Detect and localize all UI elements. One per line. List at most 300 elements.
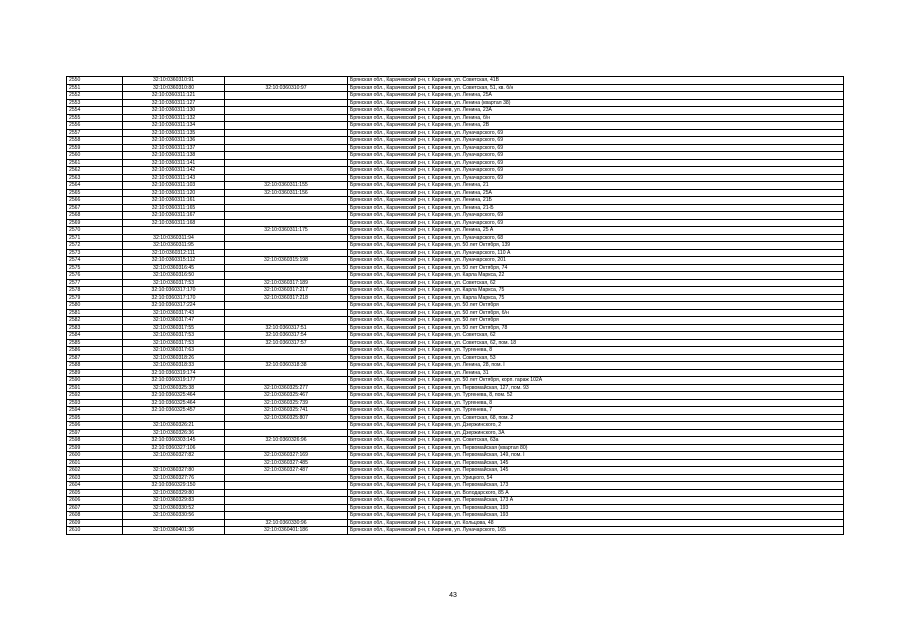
address-cell: Брянская обл., Карачевский р-н, г. Карачев, ул. Дзержинского, 3А — [348, 429, 844, 437]
table-row — [67, 197, 844, 205]
address-cell: Брянская обл., Карачевский р-н, г. Карачев, ул. 50 лет Октября — [348, 302, 844, 310]
row-number-cell: 2595 — [67, 414, 123, 422]
address-cell: Брянская обл., Карачевский р-н, г. Карачев, ул. Ленина, 21 — [348, 182, 844, 190]
row-number-cell: 2609 — [67, 519, 123, 527]
table-row — [67, 317, 844, 325]
row-number-cell: 2603 — [67, 474, 123, 482]
cadastral-number-cell: 32:10:0360327:106 — [123, 444, 225, 452]
row-number-cell: 2610 — [67, 527, 123, 535]
cadastral-number-cell: 32:10:0360311:161 — [123, 197, 225, 205]
table-row — [67, 452, 844, 460]
address-cell: Брянская обл., Карачевский р-н, г. Карачев, ул. Луначарского, 201 — [348, 257, 844, 265]
cadastral-number-cell: 32:10:0360325:464 — [123, 392, 225, 400]
row-number-cell: 2582 — [67, 317, 123, 325]
cadastral-number-cell: 32:10:0360311:134 — [123, 122, 225, 130]
row-number-cell: 2573 — [67, 249, 123, 257]
cadastral-number-cell: 32:10:0360311:94 — [123, 234, 225, 242]
related-cadastral-number-cell: 32:10:0360317:57 — [225, 339, 348, 347]
address-cell: Брянская обл., Карачевский р-н, г. Карачев, ул. Володарского, 85 А — [348, 489, 844, 497]
cadastral-number-cell: 32:10:0360311:137 — [123, 144, 225, 152]
row-number-cell: 2559 — [67, 144, 123, 152]
address-cell: Брянская обл., Карачевский р-н, г. Карачев, ул. 50 лет Октября, б/н — [348, 309, 844, 317]
cadastral-number-cell: 32:10:0360315:112 — [123, 257, 225, 265]
row-number-cell: 2594 — [67, 407, 123, 415]
table-row — [67, 92, 844, 100]
related-cadastral-number-cell: 32:10:0360311:175 — [225, 227, 348, 235]
row-number-cell: 2590 — [67, 377, 123, 385]
cadastral-number-cell: 32:10:0360317:170 — [123, 287, 225, 295]
address-cell: Брянская обл., Карачевский р-н, г. Карачев, ул. Луначарского, 69 — [348, 152, 844, 160]
table-row — [67, 99, 844, 107]
table-row — [67, 324, 844, 332]
address-cell: Брянская обл., Карачевский р-н, г. Карачев, ул. Луначарского, 69 — [348, 212, 844, 220]
address-cell: Брянская обл., Карачевский р-н, г. Карачев, ул. Луначарского, 69 — [348, 137, 844, 145]
cadastral-number-cell: 32:10:0360311:130 — [123, 107, 225, 115]
row-number-cell: 2607 — [67, 504, 123, 512]
cadastral-number-cell: 32:10:0360317:55 — [123, 324, 225, 332]
table-row — [67, 122, 844, 130]
related-cadastral-number-cell — [225, 489, 348, 497]
address-cell: Брянская обл., Карачевский р-н, г. Карачев, ул. Ленина, 21-Б — [348, 204, 844, 212]
cadastral-number-cell: 32:10:0360311:165 — [123, 204, 225, 212]
row-number-cell: 2576 — [67, 272, 123, 280]
related-cadastral-number-cell — [225, 144, 348, 152]
cadastral-number-cell: 32:10:0360327:80 — [123, 467, 225, 475]
address-cell: Брянская обл., Карачевский р-н, г. Карачев, ул. Ленина, 28, пом. I — [348, 362, 844, 370]
address-cell: Брянская обл., Карачевский р-н, г. Карачев, ул. Первомайская, 173 А — [348, 497, 844, 505]
cadastral-number-cell: 32:10:0360317:53 — [123, 339, 225, 347]
related-cadastral-number-cell: 32:10:0360317:51 — [225, 324, 348, 332]
table-row — [67, 497, 844, 505]
row-number-cell: 2557 — [67, 129, 123, 137]
row-number-cell: 2561 — [67, 159, 123, 167]
table-row — [67, 377, 844, 385]
address-cell: Брянская обл., Карачевский р-н, г. Карачев, ул. 50 лет Октября, 74 — [348, 264, 844, 272]
table-row — [67, 474, 844, 482]
row-number-cell: 2583 — [67, 324, 123, 332]
related-cadastral-number-cell: 32:10:0360317:189 — [225, 279, 348, 287]
cadastral-number-cell: 32:10:0360317:63 — [123, 347, 225, 355]
address-cell: Брянская обл., Карачевский р-н, г. Карачев, ул. Луначарского, 68 — [348, 234, 844, 242]
related-cadastral-number-cell: 32:10:0360327:485 — [225, 459, 348, 467]
cadastral-number-cell: 32:10:0360311:127 — [123, 99, 225, 107]
row-number-cell: 2555 — [67, 114, 123, 122]
related-cadastral-number-cell: 32:10:0360318:38 — [225, 362, 348, 370]
cadastral-number-cell: 32:10:0360311:141 — [123, 159, 225, 167]
row-number-cell: 2601 — [67, 459, 123, 467]
related-cadastral-number-cell: 32:10:0360325:741 — [225, 407, 348, 415]
cadastral-number-cell: 32:10:0360317:47 — [123, 317, 225, 325]
cadastral-number-cell: 32:10:0360319:174 — [123, 369, 225, 377]
related-cadastral-number-cell: 32:10:0360311:155 — [225, 182, 348, 190]
address-cell: Брянская обл., Карачевский р-н, г. Карачев, ул. Первомайская, 145 — [348, 467, 844, 475]
related-cadastral-number-cell: 32:10:0360317:54 — [225, 332, 348, 340]
related-cadastral-number-cell — [225, 204, 348, 212]
row-number-cell: 2587 — [67, 354, 123, 362]
row-number-cell: 2606 — [67, 497, 123, 505]
related-cadastral-number-cell — [225, 302, 348, 310]
cadastral-number-cell: 32:10:0360326:36 — [123, 429, 225, 437]
table-row — [67, 362, 844, 370]
related-cadastral-number-cell: 32:10:0360325:467 — [225, 392, 348, 400]
table-row — [67, 249, 844, 257]
row-number-cell: 2564 — [67, 182, 123, 190]
row-number-cell: 2592 — [67, 392, 123, 400]
address-cell: Брянская обл., Карачевский р-н, г. Карачев, ул. Ленина, 21Б — [348, 197, 844, 205]
row-number-cell: 2550 — [67, 77, 123, 85]
address-cell: Брянская обл., Карачевский р-н, г. Карачев, ул. Советская, 41В — [348, 77, 844, 85]
cadastral-number-cell — [123, 459, 225, 467]
related-cadastral-number-cell — [225, 219, 348, 227]
address-cell: Брянская обл., Карачевский р-н, г. Карачев, ул. Луначарского, 69 — [348, 167, 844, 175]
table-row — [67, 527, 844, 535]
table-row — [67, 459, 844, 467]
related-cadastral-number-cell — [225, 159, 348, 167]
cadastral-number-cell: 32:10:0360317:170 — [123, 294, 225, 302]
table-row — [67, 332, 844, 340]
related-cadastral-number-cell — [225, 152, 348, 160]
table-row — [67, 414, 844, 422]
related-cadastral-number-cell: 32:10:0360325:277 — [225, 384, 348, 392]
row-number-cell: 2578 — [67, 287, 123, 295]
address-cell: Брянская обл., Карачевский р-н, г. Карачев, ул. Луначарского, 69 — [348, 129, 844, 137]
cadastral-number-cell: 32:10:0360318:33 — [123, 362, 225, 370]
address-cell: Брянская обл., Карачевский р-н, г. Карачев, ул. 50 лет Октября, 139 — [348, 242, 844, 250]
related-cadastral-number-cell — [225, 174, 348, 182]
address-cell: Брянская обл., Карачевский р-н, г. Карачев, ул. Ленина, 25А — [348, 189, 844, 197]
page-number: 43 — [449, 592, 457, 599]
address-cell: Брянская обл., Карачевский р-н, г. Карачев, ул. Ленина, 23А — [348, 107, 844, 115]
register-table-wrapper — [66, 76, 844, 535]
related-cadastral-number-cell: 32:10:0360317:217 — [225, 287, 348, 295]
address-cell: Брянская обл., Карачевский р-н, г. Карачев, ул. 50 лет Октября — [348, 317, 844, 325]
related-cadastral-number-cell: 32:10:0360326:96 — [225, 437, 348, 445]
related-cadastral-number-cell: 32:10:0360401:186 — [225, 527, 348, 535]
address-cell: Брянская обл., Карачевский р-н, г. Карачев, ул. 50 лет Октября, 78 — [348, 324, 844, 332]
related-cadastral-number-cell — [225, 474, 348, 482]
cadastral-number-cell: 32:10:0360326:21 — [123, 422, 225, 430]
table-row — [67, 309, 844, 317]
table-row — [67, 242, 844, 250]
related-cadastral-number-cell — [225, 197, 348, 205]
row-number-cell: 2585 — [67, 339, 123, 347]
cadastral-number-cell — [123, 414, 225, 422]
row-number-cell: 2598 — [67, 437, 123, 445]
property-register-table — [66, 76, 844, 535]
row-number-cell: 2577 — [67, 279, 123, 287]
row-number-cell: 2579 — [67, 294, 123, 302]
table-row — [67, 504, 844, 512]
cadastral-number-cell: 32:10:0360311:132 — [123, 114, 225, 122]
cadastral-number-cell — [123, 227, 225, 235]
cadastral-number-cell: 32:10:0360327:76 — [123, 474, 225, 482]
table-row — [67, 519, 844, 527]
cadastral-number-cell: 32:10:0360325:457 — [123, 407, 225, 415]
row-number-cell: 2588 — [67, 362, 123, 370]
table-row — [67, 257, 844, 265]
related-cadastral-number-cell: 32:10:0360325:739 — [225, 399, 348, 407]
related-cadastral-number-cell — [225, 137, 348, 145]
row-number-cell: 2604 — [67, 482, 123, 490]
address-cell: Брянская обл., Карачевский р-н, г. Карачев, ул. Кольцова, 48 — [348, 519, 844, 527]
row-number-cell: 2568 — [67, 212, 123, 220]
cadastral-number-cell: 32:10:0360311:138 — [123, 152, 225, 160]
cadastral-number-cell: 32:10:0360319:177 — [123, 377, 225, 385]
related-cadastral-number-cell: 32:10:0360310:97 — [225, 84, 348, 92]
cadastral-number-cell: 32:10:0360311:168 — [123, 219, 225, 227]
related-cadastral-number-cell — [225, 107, 348, 115]
address-cell: Брянская обл., Карачевский р-н, г. Карачев, ул. Первомайская, 145 — [348, 459, 844, 467]
cadastral-number-cell: 32:10:0360303:145 — [123, 437, 225, 445]
cadastral-number-cell: 32:10:0360330:56 — [123, 512, 225, 520]
table-row — [67, 152, 844, 160]
address-cell: Брянская обл., Карачевский р-н, г. Карачев, ул. Луначарского, 69 — [348, 159, 844, 167]
related-cadastral-number-cell — [225, 497, 348, 505]
row-number-cell: 2571 — [67, 234, 123, 242]
cadastral-number-cell: 32:10:0360311:95 — [123, 242, 225, 250]
related-cadastral-number-cell: 32:10:0360317:218 — [225, 294, 348, 302]
related-cadastral-number-cell — [225, 122, 348, 130]
related-cadastral-number-cell — [225, 264, 348, 272]
row-number-cell: 2552 — [67, 92, 123, 100]
row-number-cell: 2572 — [67, 242, 123, 250]
related-cadastral-number-cell — [225, 444, 348, 452]
row-number-cell: 2558 — [67, 137, 123, 145]
related-cadastral-number-cell: 32:10:0360327:169 — [225, 452, 348, 460]
cadastral-number-cell: 32:10:0360325:38 — [123, 384, 225, 392]
row-number-cell: 2551 — [67, 84, 123, 92]
related-cadastral-number-cell — [225, 212, 348, 220]
address-cell: Брянская обл., Карачевский р-н, г. Карачев, ул. Советская, 62, пом. 18 — [348, 339, 844, 347]
cadastral-number-cell: 32:10:0360329:80 — [123, 489, 225, 497]
address-cell: Брянская обл., Карачевский р-н, г. Карачев, ул. Советская, 68, пом. 2 — [348, 414, 844, 422]
row-number-cell: 2602 — [67, 467, 123, 475]
cadastral-number-cell: 32:10:0360311:121 — [123, 92, 225, 100]
table-row — [67, 129, 844, 137]
address-cell: Брянская обл., Карачевский р-н, г. Карачев, ул. Луначарского, 165 — [348, 527, 844, 535]
related-cadastral-number-cell — [225, 369, 348, 377]
row-number-cell: 2608 — [67, 512, 123, 520]
related-cadastral-number-cell — [225, 422, 348, 430]
table-row — [67, 167, 844, 175]
address-cell: Брянская обл., Карачевский р-н, г. Карачев, ул. Ленина, 25А — [348, 92, 844, 100]
related-cadastral-number-cell — [225, 99, 348, 107]
table-row — [67, 272, 844, 280]
cadastral-number-cell: 32:10:0360330:52 — [123, 504, 225, 512]
related-cadastral-number-cell — [225, 92, 348, 100]
related-cadastral-number-cell — [225, 504, 348, 512]
related-cadastral-number-cell — [225, 167, 348, 175]
related-cadastral-number-cell: 32:10:0360330:96 — [225, 519, 348, 527]
table-row — [67, 107, 844, 115]
cadastral-number-cell: 32:10:0360311:167 — [123, 212, 225, 220]
related-cadastral-number-cell — [225, 354, 348, 362]
row-number-cell: 2597 — [67, 429, 123, 437]
address-cell: Брянская обл., Карачевский р-н, г. Карачев, ул. Тургенева, 8 — [348, 347, 844, 355]
row-number-cell: 2593 — [67, 399, 123, 407]
table-row — [67, 407, 844, 415]
row-number-cell: 2556 — [67, 122, 123, 130]
table-row — [67, 212, 844, 220]
row-number-cell: 2591 — [67, 384, 123, 392]
cadastral-number-cell: 32:10:0360310:91 — [123, 77, 225, 85]
address-cell: Брянская обл., Карачевский р-н, г. Карачев, ул. Ленина (квартал 38) — [348, 99, 844, 107]
cadastral-number-cell: 32:10:0360311:103 — [123, 182, 225, 190]
address-cell: Брянская обл., Карачевский р-н, г. Карачев, ул. Первомайская, 173 — [348, 482, 844, 490]
table-row — [67, 467, 844, 475]
row-number-cell: 2589 — [67, 369, 123, 377]
cadastral-number-cell: 32:10:0360329:150 — [123, 482, 225, 490]
row-number-cell: 2560 — [67, 152, 123, 160]
related-cadastral-number-cell — [225, 114, 348, 122]
address-cell: Брянская обл., Карачевский р-н, г. Карачев, ул. Луначарского, 69 — [348, 219, 844, 227]
cadastral-number-cell: 32:10:0360317:224 — [123, 302, 225, 310]
row-number-cell: 2605 — [67, 489, 123, 497]
row-number-cell: 2575 — [67, 264, 123, 272]
table-row — [67, 77, 844, 85]
related-cadastral-number-cell: 32:10:0360315:198 — [225, 257, 348, 265]
address-cell: Брянская обл., Карачевский р-н, г. Карачев, ул. Первомайская, 193 — [348, 512, 844, 520]
row-number-cell: 2554 — [67, 107, 123, 115]
address-cell: Брянская обл., Карачевский р-н, г. Карачев, ул. Первомайская, 193 — [348, 504, 844, 512]
cadastral-number-cell: 32:10:0360316:45 — [123, 264, 225, 272]
cadastral-number-cell: 32:10:0360325:464 — [123, 399, 225, 407]
cadastral-number-cell: 32:10:0360329:83 — [123, 497, 225, 505]
table-row — [67, 339, 844, 347]
table-row — [67, 422, 844, 430]
row-number-cell: 2596 — [67, 422, 123, 430]
related-cadastral-number-cell — [225, 129, 348, 137]
address-cell: Брянская обл., Карачевский р-н, г. Карачев, ул. Ленина, 25 А — [348, 227, 844, 235]
table-row — [67, 174, 844, 182]
related-cadastral-number-cell — [225, 309, 348, 317]
related-cadastral-number-cell — [225, 234, 348, 242]
table-row — [67, 392, 844, 400]
table-body — [67, 77, 844, 535]
row-number-cell: 2565 — [67, 189, 123, 197]
row-number-cell: 2563 — [67, 174, 123, 182]
table-row — [67, 384, 844, 392]
row-number-cell: 2562 — [67, 167, 123, 175]
cadastral-number-cell: 32:10:0360311:143 — [123, 174, 225, 182]
row-number-cell: 2586 — [67, 347, 123, 355]
address-cell: Брянская обл., Карачевский р-н, г. Карачев, ул. Тургенева, 8 — [348, 399, 844, 407]
cadastral-number-cell: 32:10:0360317:53 — [123, 332, 225, 340]
related-cadastral-number-cell — [225, 77, 348, 85]
row-number-cell: 2567 — [67, 204, 123, 212]
address-cell: Брянская обл., Карачевский р-н, г. Карачев, ул. Ленина, 31 — [348, 369, 844, 377]
related-cadastral-number-cell — [225, 512, 348, 520]
row-number-cell: 2580 — [67, 302, 123, 310]
address-cell: Брянская обл., Карачевский р-н, г. Карачев, ул. Луначарского, 69 — [348, 144, 844, 152]
address-cell: Брянская обл., Карачевский р-н, г. Карачев, ул. Карла Маркса, 75 — [348, 287, 844, 295]
cadastral-number-cell: 32:10:0360311:120 — [123, 189, 225, 197]
table-row — [67, 482, 844, 490]
address-cell: Брянская обл., Карачевский р-н, г. Карачев, ул. Советская, 62 — [348, 279, 844, 287]
table-row — [67, 84, 844, 92]
table-row — [67, 489, 844, 497]
table-row — [67, 399, 844, 407]
table-row — [67, 354, 844, 362]
related-cadastral-number-cell — [225, 377, 348, 385]
table-row — [67, 219, 844, 227]
table-row — [67, 159, 844, 167]
table-row — [67, 302, 844, 310]
cadastral-number-cell: 32:10:0360311:142 — [123, 167, 225, 175]
address-cell: Брянская обл., Карачевский р-н, г. Карачев, ул. Луначарского, 69 — [348, 174, 844, 182]
cadastral-number-cell: 32:10:0360401:36 — [123, 527, 225, 535]
address-cell: Брянская обл., Карачевский р-н, г. Карачев, ул. Первомайская, 149, пом. I — [348, 452, 844, 460]
row-number-cell: 2600 — [67, 452, 123, 460]
cadastral-number-cell: 32:10:0360318:26 — [123, 354, 225, 362]
row-number-cell: 2584 — [67, 332, 123, 340]
table-row — [67, 512, 844, 520]
address-cell: Брянская обл., Карачевский р-н, г. Карачев, ул. Карла Маркса, 22 — [348, 272, 844, 280]
address-cell: Брянская обл., Карачевский р-н, г. Карачев, ул. Карла Маркса, 75 — [348, 294, 844, 302]
address-cell: Брянская обл., Карачевский р-н, г. Карачев, ул. Первомайская (квартал 80) — [348, 444, 844, 452]
table-row — [67, 144, 844, 152]
row-number-cell: 2553 — [67, 99, 123, 107]
row-number-cell: 2569 — [67, 219, 123, 227]
table-row — [67, 287, 844, 295]
related-cadastral-number-cell — [225, 317, 348, 325]
table-row — [67, 182, 844, 190]
address-cell: Брянская обл., Карачевский р-н, г. Карачев, ул. 50 лет Октября, корп. гараж 102А — [348, 377, 844, 385]
related-cadastral-number-cell — [225, 482, 348, 490]
row-number-cell: 2574 — [67, 257, 123, 265]
address-cell: Брянская обл., Карачевский р-н, г. Карачев, ул. Луначарского, 110 А — [348, 249, 844, 257]
cadastral-number-cell: 32:10:0360312:111 — [123, 249, 225, 257]
table-row — [67, 264, 844, 272]
cadastral-number-cell — [123, 519, 225, 527]
cadastral-number-cell: 32:10:0360316:50 — [123, 272, 225, 280]
table-row — [67, 114, 844, 122]
table-row — [67, 137, 844, 145]
row-number-cell: 2566 — [67, 197, 123, 205]
table-row — [67, 437, 844, 445]
table-row — [67, 444, 844, 452]
address-cell: Брянская обл., Карачевский р-н, г. Карачев, ул. Советская, 63а — [348, 437, 844, 445]
cadastral-number-cell: 32:10:0360311:135 — [123, 129, 225, 137]
cadastral-number-cell: 32:10:0360317:43 — [123, 309, 225, 317]
cadastral-number-cell: 32:10:0360327:82 — [123, 452, 225, 460]
related-cadastral-number-cell — [225, 429, 348, 437]
table-row — [67, 204, 844, 212]
related-cadastral-number-cell: 32:10:0360311:156 — [225, 189, 348, 197]
table-row — [67, 227, 844, 235]
address-cell: Брянская обл., Карачевский р-н, г. Карачев, ул. Советская, 53 — [348, 354, 844, 362]
related-cadastral-number-cell — [225, 347, 348, 355]
related-cadastral-number-cell — [225, 249, 348, 257]
row-number-cell: 2599 — [67, 444, 123, 452]
related-cadastral-number-cell: 32:10:0360327:487 — [225, 467, 348, 475]
table-row — [67, 429, 844, 437]
cadastral-number-cell: 32:10:0360311:136 — [123, 137, 225, 145]
address-cell: Брянская обл., Карачевский р-н, г. Карачев, ул. Первомайская, 127, пом. 93 — [348, 384, 844, 392]
address-cell: Брянская обл., Карачевский р-н, г. Карачев, ул. Тургенева, 7 — [348, 407, 844, 415]
related-cadastral-number-cell: 32:10:0360325:807 — [225, 414, 348, 422]
address-cell: Брянская обл., Карачевский р-н, г. Карачев, ул. Советская, 62 — [348, 332, 844, 340]
address-cell: Брянская обл., Карачевский р-н, г. Карачев, ул. Ленина, 2В — [348, 122, 844, 130]
table-row — [67, 347, 844, 355]
row-number-cell: 2581 — [67, 309, 123, 317]
address-cell: Брянская обл., Карачевский р-н, г. Карачев, ул. Ленина, б/н — [348, 114, 844, 122]
related-cadastral-number-cell — [225, 242, 348, 250]
address-cell: Брянская обл., Карачевский р-н, г. Карачев, ул. Дзержинского, 2 — [348, 422, 844, 430]
table-row — [67, 279, 844, 287]
row-number-cell: 2570 — [67, 227, 123, 235]
table-row — [67, 234, 844, 242]
